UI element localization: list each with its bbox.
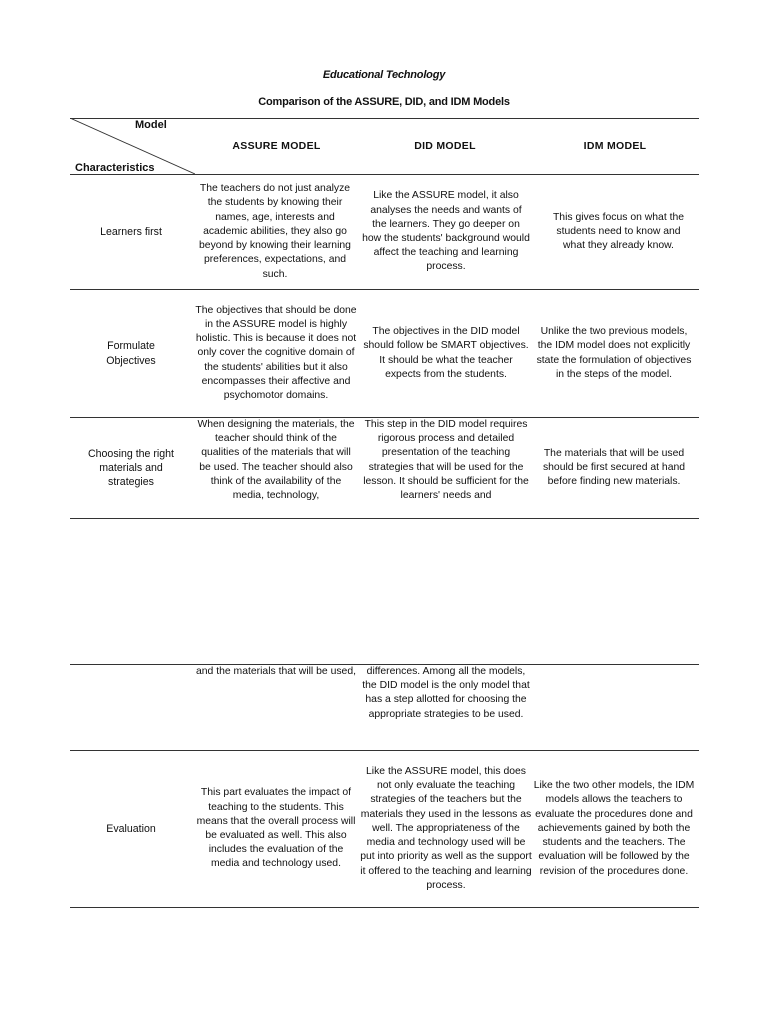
cell-idm-learners-first: This gives focus on what the students need to know and what they already know. <box>552 211 685 252</box>
row-label-formulate-objectives: Formulate Objectives <box>106 340 156 367</box>
cell-idm-formulate-objectives: Unlike the two previous models, the IDM model does not explicitly state the formulation of objectives in the steps of the model. <box>536 326 692 380</box>
cell-idm-evaluation: Like the two other models, the IDM models allows the teachers to evaluate the procedures done and achievements gained by both the students and the teachers. The evaluation will be followed by the revision of the procedures done. <box>533 780 695 877</box>
cell-did-evaluation: Like the ASSURE model, this does not only evaluate the teaching strategies of the teachers but the materials they used in the lessons as well. The appropriateness of the media and technology used will be put into priority as well as the support it offered to the teaching and learning process. <box>360 766 532 891</box>
cell-did-choosing-materials-continued: differences. Among all the models, the DID model is the only model that has a step allotted for choosing the appropriate strategies to be used. <box>362 666 530 720</box>
column-header-assure: ASSURE MODEL <box>232 140 321 152</box>
cell-assure-choosing-materials-continued: and the materials that will be used, <box>196 666 356 677</box>
cell-did-formulate-objectives: The objectives in the DID model should follow be SMART objectives. It should be what the teacher expects from the students. <box>363 326 529 380</box>
cell-assure-evaluation: This part evaluates the impact of teaching to the students. This means that the overall process will be evaluated as well. This also includes the evaluation of the media and technology used. <box>196 787 356 870</box>
column-header-did: DID MODEL <box>414 140 476 152</box>
cell-idm-choosing-materials: The materials that will be used should be first secured at hand before finding new materials. <box>542 447 686 488</box>
header-characteristics-label: Characteristics <box>75 162 155 174</box>
cell-assure-formulate-objectives: The objectives that should be done in the ASSURE model is highly holistic. This is because it does not only cover the cognitive domain of the students' abilities but it also encompasses their affective and psychomotor domains. <box>195 304 357 401</box>
row-label-choosing-materials: Choosing the right materials and strategies <box>88 447 174 489</box>
page-break-rule <box>70 518 699 519</box>
header-model-label: Model <box>135 119 167 131</box>
row-label-evaluation: Evaluation <box>106 822 156 835</box>
cell-did-learners-first: Like the ASSURE model, it also analyses the needs and wants of the learners. They go deeper on how the students' background would affect the teaching and learning process. <box>362 190 530 273</box>
row-label-learners-first: Learners first <box>100 225 162 238</box>
document-title: Educational Technology <box>322 69 446 81</box>
cell-assure-choosing-materials: When designing the materials, the teacher should think of the qualities of the materials that will be used. The teacher should also think of the availability of the media, technology, <box>197 419 355 502</box>
column-header-idm: IDM MODEL <box>583 140 647 152</box>
document-subtitle: Comparison of the ASSURE, DID, and IDM Models <box>258 96 510 108</box>
cell-did-choosing-materials: This step in the DID model requires rigorous process and detailed presentation of the teaching strategies that will be used for the lesson. It should be sufficient for the learners' needs and <box>363 419 529 502</box>
cell-assure-learners-first: The teachers do not just analyze the students by knowing their names, age, interests and academic abilities, they also go beyond by knowing their learning preferences, expectations, and such. <box>199 183 351 280</box>
